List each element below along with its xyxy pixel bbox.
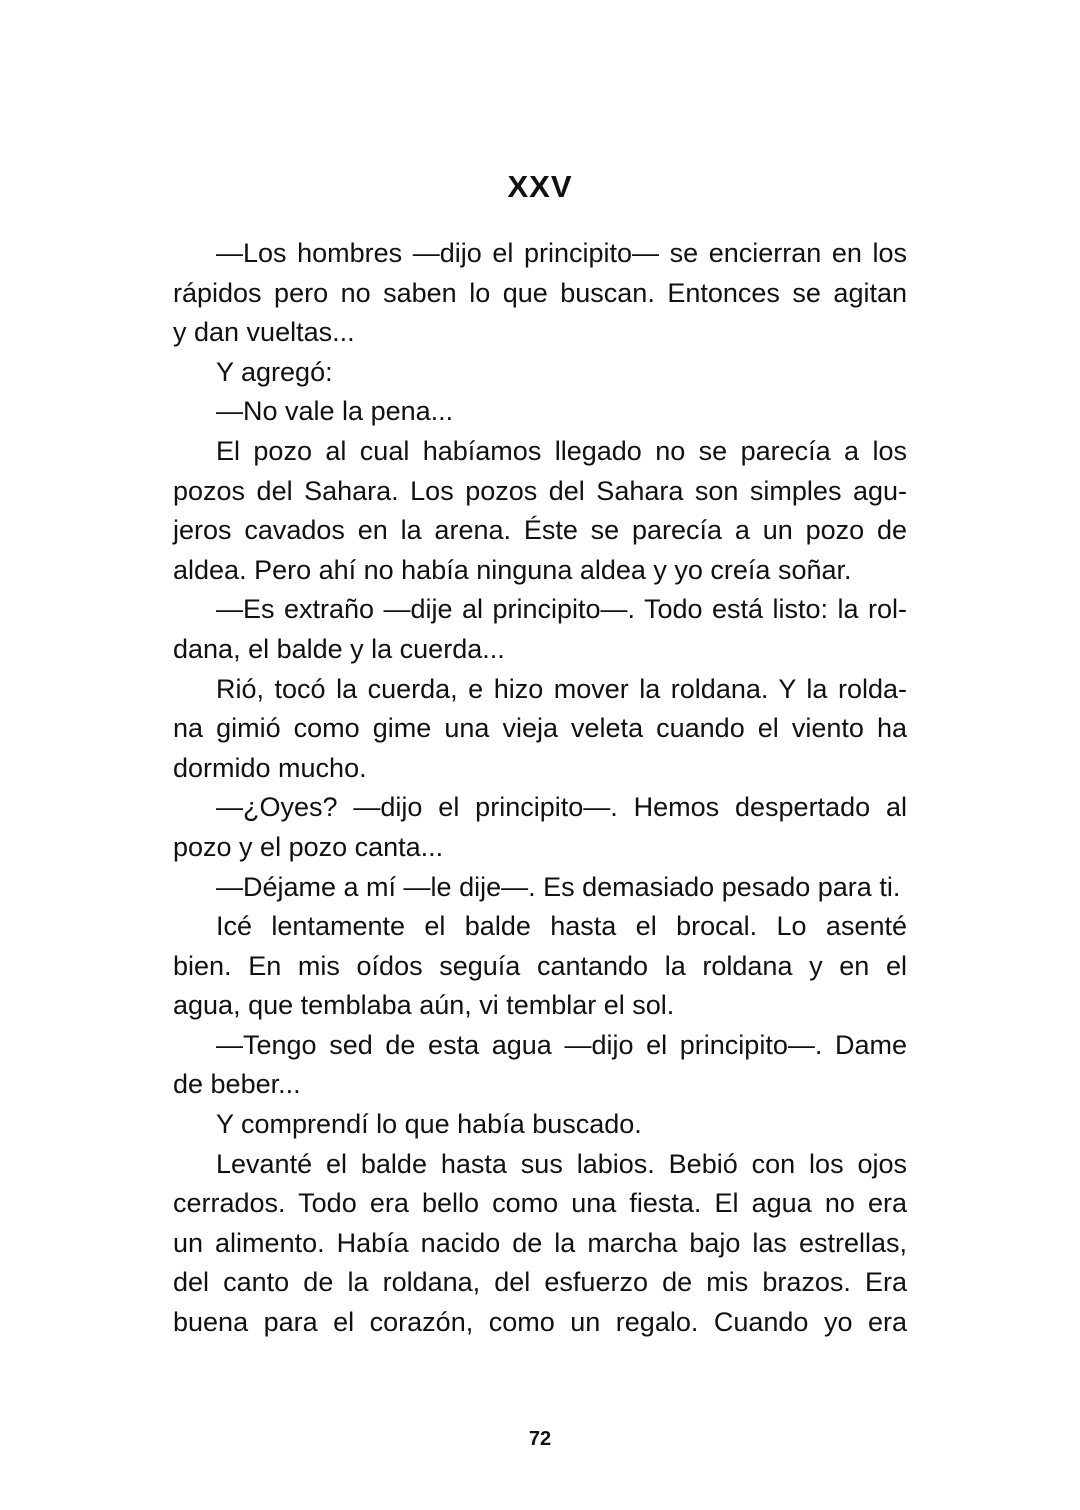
text-line: Rió, tocó la cuerda, e hizo mover la roldana. Y la rolda- bbox=[216, 673, 907, 704]
page-number: 72 bbox=[528, 1428, 552, 1450]
text-line: un alimento. Había nacido de la marcha bajo las estrellas, bbox=[173, 1227, 907, 1258]
text-line: El pozo al cual habíamos llegado no se parecía a los bbox=[216, 435, 907, 466]
text-line: de beber... bbox=[173, 1069, 301, 1100]
text-line: dormido mucho. bbox=[173, 752, 367, 783]
body-text bbox=[173, 234, 907, 1343]
text-line: —Los hombres —dijo el principito— se encierran en los bbox=[216, 238, 907, 268]
text-line: Levanté el balde hasta sus labios. Bebió con los ojos bbox=[216, 1148, 907, 1179]
text-line: rápidos pero no saben lo que buscan. Entonces se agitan bbox=[173, 277, 907, 308]
text-line: na gimió como gime una vieja veleta cuando el viento ha bbox=[173, 713, 907, 744]
text-line: —Es extraño —dije al principito—. Todo está listo: la rol- bbox=[216, 594, 907, 625]
chapter-title: XXV bbox=[507, 169, 573, 204]
text-line: bien. En mis oídos seguía cantando la roldana y en el bbox=[173, 950, 907, 981]
text-line: —¿Oyes? —dijo el principito—. Hemos despertado al bbox=[216, 792, 907, 823]
text-line: pozos del Sahara. Los pozos del Sahara son simples agu- bbox=[173, 475, 907, 506]
text-line: agua, que temblaba aún, vi temblar el sol. bbox=[173, 990, 675, 1021]
text-line: aldea. Pero ahí no había ninguna aldea y yo creía soñar. bbox=[173, 554, 852, 585]
text-line: Y agregó: bbox=[216, 356, 333, 387]
text-line: pozo y el pozo canta... bbox=[173, 831, 444, 862]
text-line: Icé lentamente el balde hasta el brocal. Lo asenté bbox=[216, 911, 907, 942]
text-line: del canto de la roldana, del esfuerzo de mis brazos. Era bbox=[173, 1267, 907, 1298]
text-line: buena para el corazón, como un regalo. Cuando yo era bbox=[173, 1307, 907, 1338]
text-line: —No vale la pena... bbox=[216, 396, 454, 427]
text-line: jeros cavados en la arena. Éste se parecía a un pozo de bbox=[173, 515, 907, 546]
text-line: cerrados. Todo era bello como una fiesta. El agua no era bbox=[173, 1188, 907, 1219]
text-line: Y comprendí lo que había buscado. bbox=[216, 1109, 642, 1140]
text-line: y dan vueltas... bbox=[173, 317, 355, 348]
text-line: —Déjame a mí —le dije—. Es demasiado pesado para ti. bbox=[216, 871, 901, 902]
text-line: dana, el balde y la cuerda... bbox=[173, 633, 505, 664]
text-line: —Tengo sed de esta agua —dijo el principito—. Dame bbox=[216, 1029, 907, 1060]
